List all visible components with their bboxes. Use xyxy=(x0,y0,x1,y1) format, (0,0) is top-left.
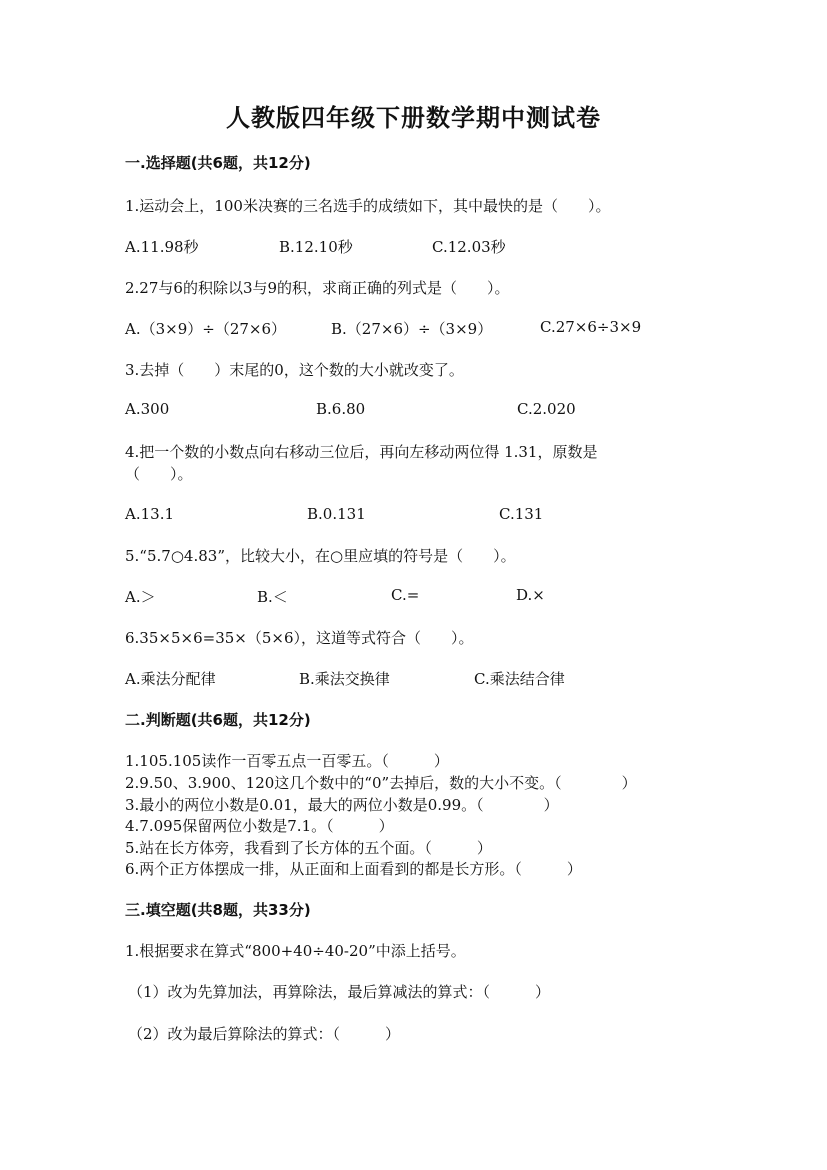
option-1b: B.12.10秒 xyxy=(279,238,353,256)
option-5a: A.＞ xyxy=(125,588,156,606)
question-6: 6.35×5×6=35×（5×6），这道等式符合（ ）。 xyxy=(125,629,474,647)
option-1c: C.12.03秒 xyxy=(432,238,506,256)
judge-item-4: 4.7.095保留两位小数是7.1。（ ） xyxy=(125,817,394,835)
section-heading-choice: 一.选择题(共6题，共12分) xyxy=(125,154,311,172)
judge-item-5: 5.站在长方体旁，我看到了长方体的五个面。（ ） xyxy=(125,839,492,857)
judge-item-3: 3.最小的两位小数是0.01，最大的两位小数是0.99。（ ） xyxy=(125,796,559,814)
option-6c: C.乘法结合律 xyxy=(474,670,565,688)
section-heading-judge: 二.判断题(共6题，共12分) xyxy=(125,711,311,729)
option-2b: B.（27×6）÷（3×9） xyxy=(331,320,493,338)
option-5c: C.= xyxy=(391,586,420,604)
option-2c: C.27×6÷3×9 xyxy=(540,318,642,336)
option-2a: A.（3×9）÷（27×6） xyxy=(125,320,287,338)
question-4: 4.把一个数的小数点向右移动三位后，再向左移动两位得 1.31，原数是 xyxy=(125,443,598,461)
question-3: 3.去掉（ ）末尾的0，这个数的大小就改变了。 xyxy=(125,361,464,379)
question-5: 5.“5.7○4.83”，比较大小，在○里应填的符号是（ ）。 xyxy=(125,547,516,565)
option-4c: C.131 xyxy=(499,505,544,523)
option-4a: A.13.1 xyxy=(125,505,174,523)
option-6b: B.乘法交换律 xyxy=(299,670,390,688)
option-5d: D.× xyxy=(516,586,545,604)
judge-item-1: 1.105.105读作一百零五点一百零五。（ ） xyxy=(125,752,449,770)
judge-item-6: 6.两个正方体摆成一排，从正面和上面看到的都是长方形。（ ） xyxy=(125,860,582,878)
fill-question-1-part2: （2）改为最后算除法的算式：（ ） xyxy=(128,1025,401,1043)
question-4-cont: （ ）。 xyxy=(125,465,193,483)
option-3b: B.6.80 xyxy=(316,400,366,418)
page-title: 人教版四年级下册数学期中测试卷 xyxy=(226,103,601,132)
section-heading-fill: 三.填空题(共8题，共33分) xyxy=(125,901,311,919)
option-6a: A.乘法分配律 xyxy=(125,670,216,688)
option-3a: A.300 xyxy=(125,400,170,418)
question-1: 1.运动会上，100米决赛的三名选手的成绩如下，其中最快的是（ ）。 xyxy=(125,197,611,215)
judge-item-2: 2.9.50、3.900、120这几个数中的“0”去掉后，数的大小不变。（ ） xyxy=(125,774,637,792)
question-2: 2.27与6的积除以3与9的积，求商正确的列式是（ ）。 xyxy=(125,279,510,297)
fill-question-1-part1: （1）改为先算加法，再算除法，最后算减法的算式：（ ） xyxy=(128,983,551,1001)
fill-question-1: 1.根据要求在算式“800+40÷40-20”中添上括号。 xyxy=(125,942,466,960)
option-5b: B.＜ xyxy=(257,588,288,606)
option-4b: B.0.131 xyxy=(307,505,366,523)
option-1a: A.11.98秒 xyxy=(125,238,199,256)
option-3c: C.2.020 xyxy=(517,400,576,418)
